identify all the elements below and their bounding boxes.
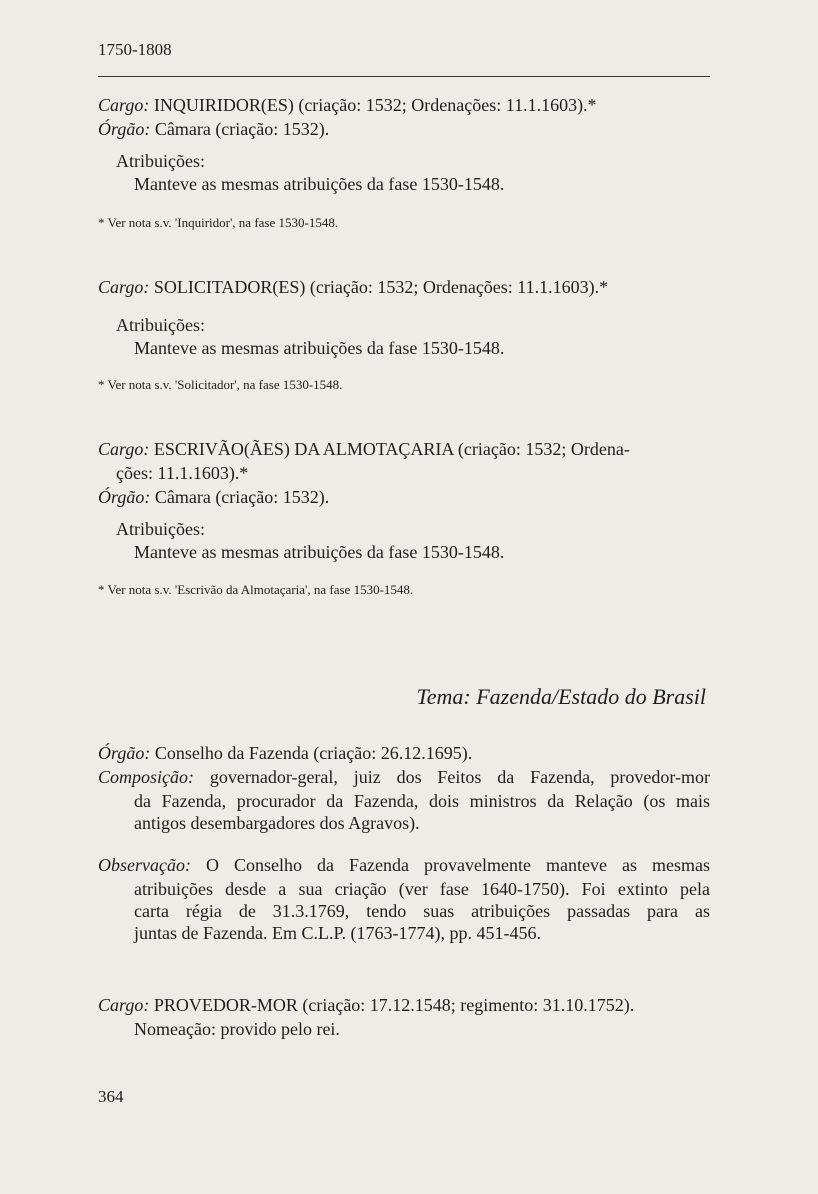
- cargo-inquiridor: [98, 94, 597, 116]
- observacao-paragraph: [98, 854, 710, 876]
- cargo-text: INQUIRIDOR(ES) (criação: 1532; Ordenações: 11.1.1603).*: [153, 95, 597, 115]
- composicao-line-2: da Fazenda, procurador da Fazenda, dois ministros da Relação (os mais: [134, 791, 710, 811]
- composicao-paragraph: [98, 766, 710, 788]
- nomeacao-text: Nomeação: provido pelo rei.: [134, 1019, 340, 1039]
- atribuicoes-heading: Atribuições:: [116, 519, 205, 539]
- header-rule: [98, 76, 710, 77]
- composicao-label: Composição:: [98, 767, 194, 787]
- footnote: * Ver nota s.v. 'Escrivão da Almotaçaria', na fase 1530-1548.: [98, 582, 414, 597]
- cargo-text-line1: ESCRIVÃO(ÃES) DA ALMOTAÇARIA (criação: 1532; Ordena-: [153, 439, 630, 459]
- atribuicoes-text: Manteve as mesmas atribuições da fase 1530-1548.: [134, 338, 505, 358]
- orgao-text: Conselho da Fazenda (criação: 26.12.1695).: [154, 743, 473, 763]
- cargo-text-line2: ções: 11.1.1603).*: [116, 463, 249, 483]
- observacao-line-3: carta régia de 31.3.1769, tendo suas atribuições passadas para as: [134, 901, 710, 921]
- observacao-line-2: atribuições desde a sua criação (ver fase 1640-1750). Foi extinto pela: [134, 879, 710, 899]
- orgao-inquiridor: [98, 118, 329, 140]
- cargo-label: Cargo:: [98, 995, 150, 1015]
- composicao-text: governador-geral, juiz dos Feitos da Fazenda, provedor-mor: [209, 767, 711, 787]
- observacao-line-1: [98, 854, 710, 876]
- composicao-continuation: [134, 790, 710, 834]
- atribuicoes-heading: Atribuições:: [116, 315, 205, 335]
- orgao-text: Câmara (criação: 1532).: [154, 119, 330, 139]
- cargo-provedor: [98, 994, 634, 1016]
- cargo-label: Cargo:: [98, 95, 150, 115]
- cargo-label: Cargo:: [98, 277, 150, 297]
- composicao-line-3: antigos desembargadores dos Agravos).: [134, 813, 420, 833]
- observacao-text: O Conselho da Fazenda provavelmente manteve as mesmas: [206, 855, 711, 875]
- orgao-escrivao: [98, 486, 329, 508]
- atribuicoes-text: Manteve as mesmas atribuições da fase 1530-1548.: [134, 542, 505, 562]
- observacao-label: Observação:: [98, 855, 191, 875]
- footnote: * Ver nota s.v. 'Inquiridor', na fase 1530-1548.: [98, 215, 339, 230]
- theme-heading: Tema: Fazenda/Estado do Brasil: [416, 684, 706, 709]
- cargo-label: Cargo:: [98, 439, 150, 459]
- orgao-text: Câmara (criação: 1532).: [154, 487, 330, 507]
- cargo-text: SOLICITADOR(ES) (criação: 1532; Ordenações: 11.1.1603).*: [153, 277, 609, 297]
- orgao-label: Órgão:: [98, 119, 151, 139]
- cargo-text: PROVEDOR-MOR (criação: 17.12.1548; regimento: 31.10.1752).: [153, 995, 635, 1015]
- orgao-label: Órgão:: [98, 743, 151, 763]
- footnote: * Ver nota s.v. 'Solicitador', na fase 1530-1548.: [98, 377, 343, 392]
- running-head: 1750-1808: [98, 40, 172, 59]
- composicao-line-1: [98, 766, 710, 788]
- atribuicoes-text: Manteve as mesmas atribuições da fase 1530-1548.: [134, 174, 505, 194]
- cargo-solicitador: [98, 276, 608, 298]
- observacao-line-4: juntas de Fazenda. Em C.L.P. (1763-1774), pp. 451-456.: [134, 923, 541, 943]
- observacao-continuation: [134, 878, 710, 944]
- orgao-label: Órgão:: [98, 487, 151, 507]
- atribuicoes-heading: Atribuições:: [116, 151, 205, 171]
- orgao-conselho: [98, 742, 472, 764]
- page-number: 364: [98, 1087, 124, 1106]
- cargo-escrivao: [98, 438, 630, 460]
